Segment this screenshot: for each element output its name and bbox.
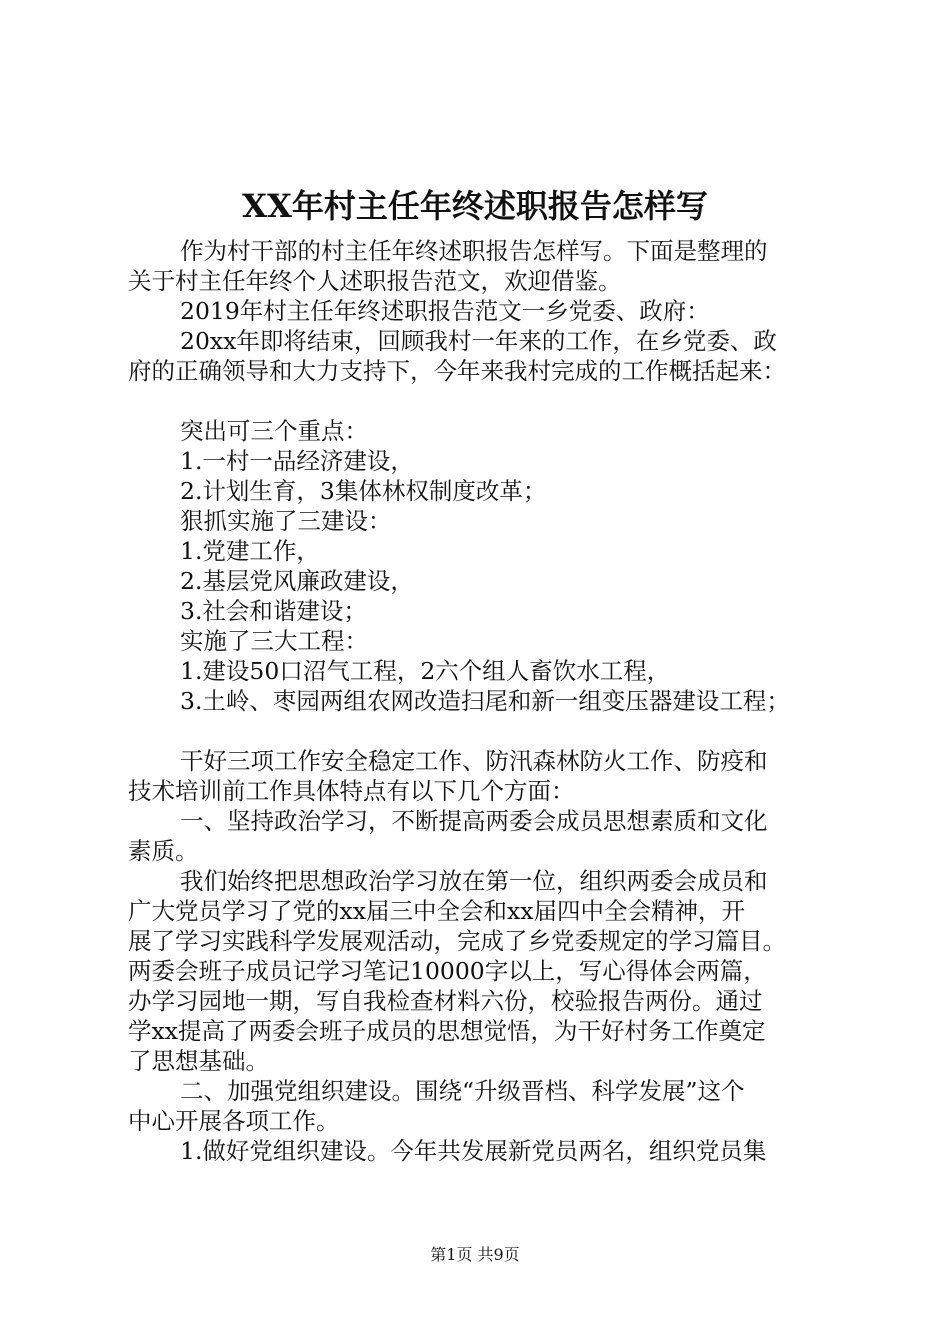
blank-line <box>128 386 828 416</box>
text-line: 20xx年即将结束，回顾我村一年来的工作，在乡党委、政 <box>180 327 777 355</box>
text-line: 中心开展各项工作。 <box>128 1107 340 1135</box>
document-title: XX年村主任年终述职报告怎样写 <box>242 187 708 225</box>
text-line: 两委会班子成员记学习笔记10000字以上，写心得体会两篇， <box>128 957 767 985</box>
text-line: 我们始终把思想政治学习放在第一位，组织两委会成员和 <box>180 867 768 895</box>
text-line: 狠抓实施了三建设： <box>180 507 392 535</box>
text-line: 作为村干部的村主任年终述职报告怎样写。下面是整理的 <box>180 237 768 265</box>
text-line: 展了学习实践科学发展观活动，完成了乡党委规定的学习篇目。 <box>128 927 786 955</box>
text-line: 突出可三个重点： <box>180 417 368 445</box>
text-line: 1.党建工作， <box>180 537 320 565</box>
text-line: 2019年村主任年终述职报告范文一乡党委、政府： <box>180 297 710 325</box>
text-line: 1.做好党组织建设。今年共发展新党员两名，组织党员集 <box>180 1137 767 1165</box>
text-line: 二、加强党组织建设。围绕“升级晋档、科学发展”这个 <box>180 1077 745 1105</box>
text-line: 1.一村一品经济建设， <box>180 447 414 475</box>
text-line: 2.基层党风廉政建设， <box>180 567 414 595</box>
page-footer: 第1页 共9页 <box>430 1245 520 1264</box>
text-line: 了思想基础。 <box>128 1047 269 1075</box>
document-body <box>128 236 828 1166</box>
text-line: 一、坚持政治学习，不断提高两委会成员思想素质和文化 <box>180 807 768 835</box>
text-line: 实施了三大工程： <box>180 627 368 655</box>
text-line: 素质。 <box>128 837 199 865</box>
text-line: 2.计划生育，3集体林权制度改革； <box>180 477 547 505</box>
text-line: 1.建设50口沼气工程，2六个组人畜饮水工程， <box>180 657 671 685</box>
blank-line <box>128 716 828 746</box>
text-line: 干好三项工作安全稳定工作、防汛森林防火工作、防疫和 <box>180 747 768 775</box>
text-line: 学xx提高了两委会班子成员的思想觉悟，为干好村务工作奠定 <box>128 1017 766 1045</box>
text-line: 广大党员学习了党的xx届三中全会和xx届四中全会精神，开 <box>128 897 746 925</box>
text-line: 办学习园地一期，写自我检查材料六份，校验报告两份。通过 <box>128 987 763 1015</box>
text-line: 3.土岭、枣园两组农网改造扫尾和新一组变压器建设工程； <box>180 687 790 715</box>
text-line: 府的正确领导和大力支持下，今年来我村完成的工作概括起来： <box>128 357 786 385</box>
text-line: 技术培训前工作具体特点有以下几个方面： <box>128 777 575 805</box>
text-line: 3.社会和谐建设； <box>180 597 367 625</box>
text-line: 关于村主任年终个人述职报告范文，欢迎借鉴。 <box>128 267 622 295</box>
